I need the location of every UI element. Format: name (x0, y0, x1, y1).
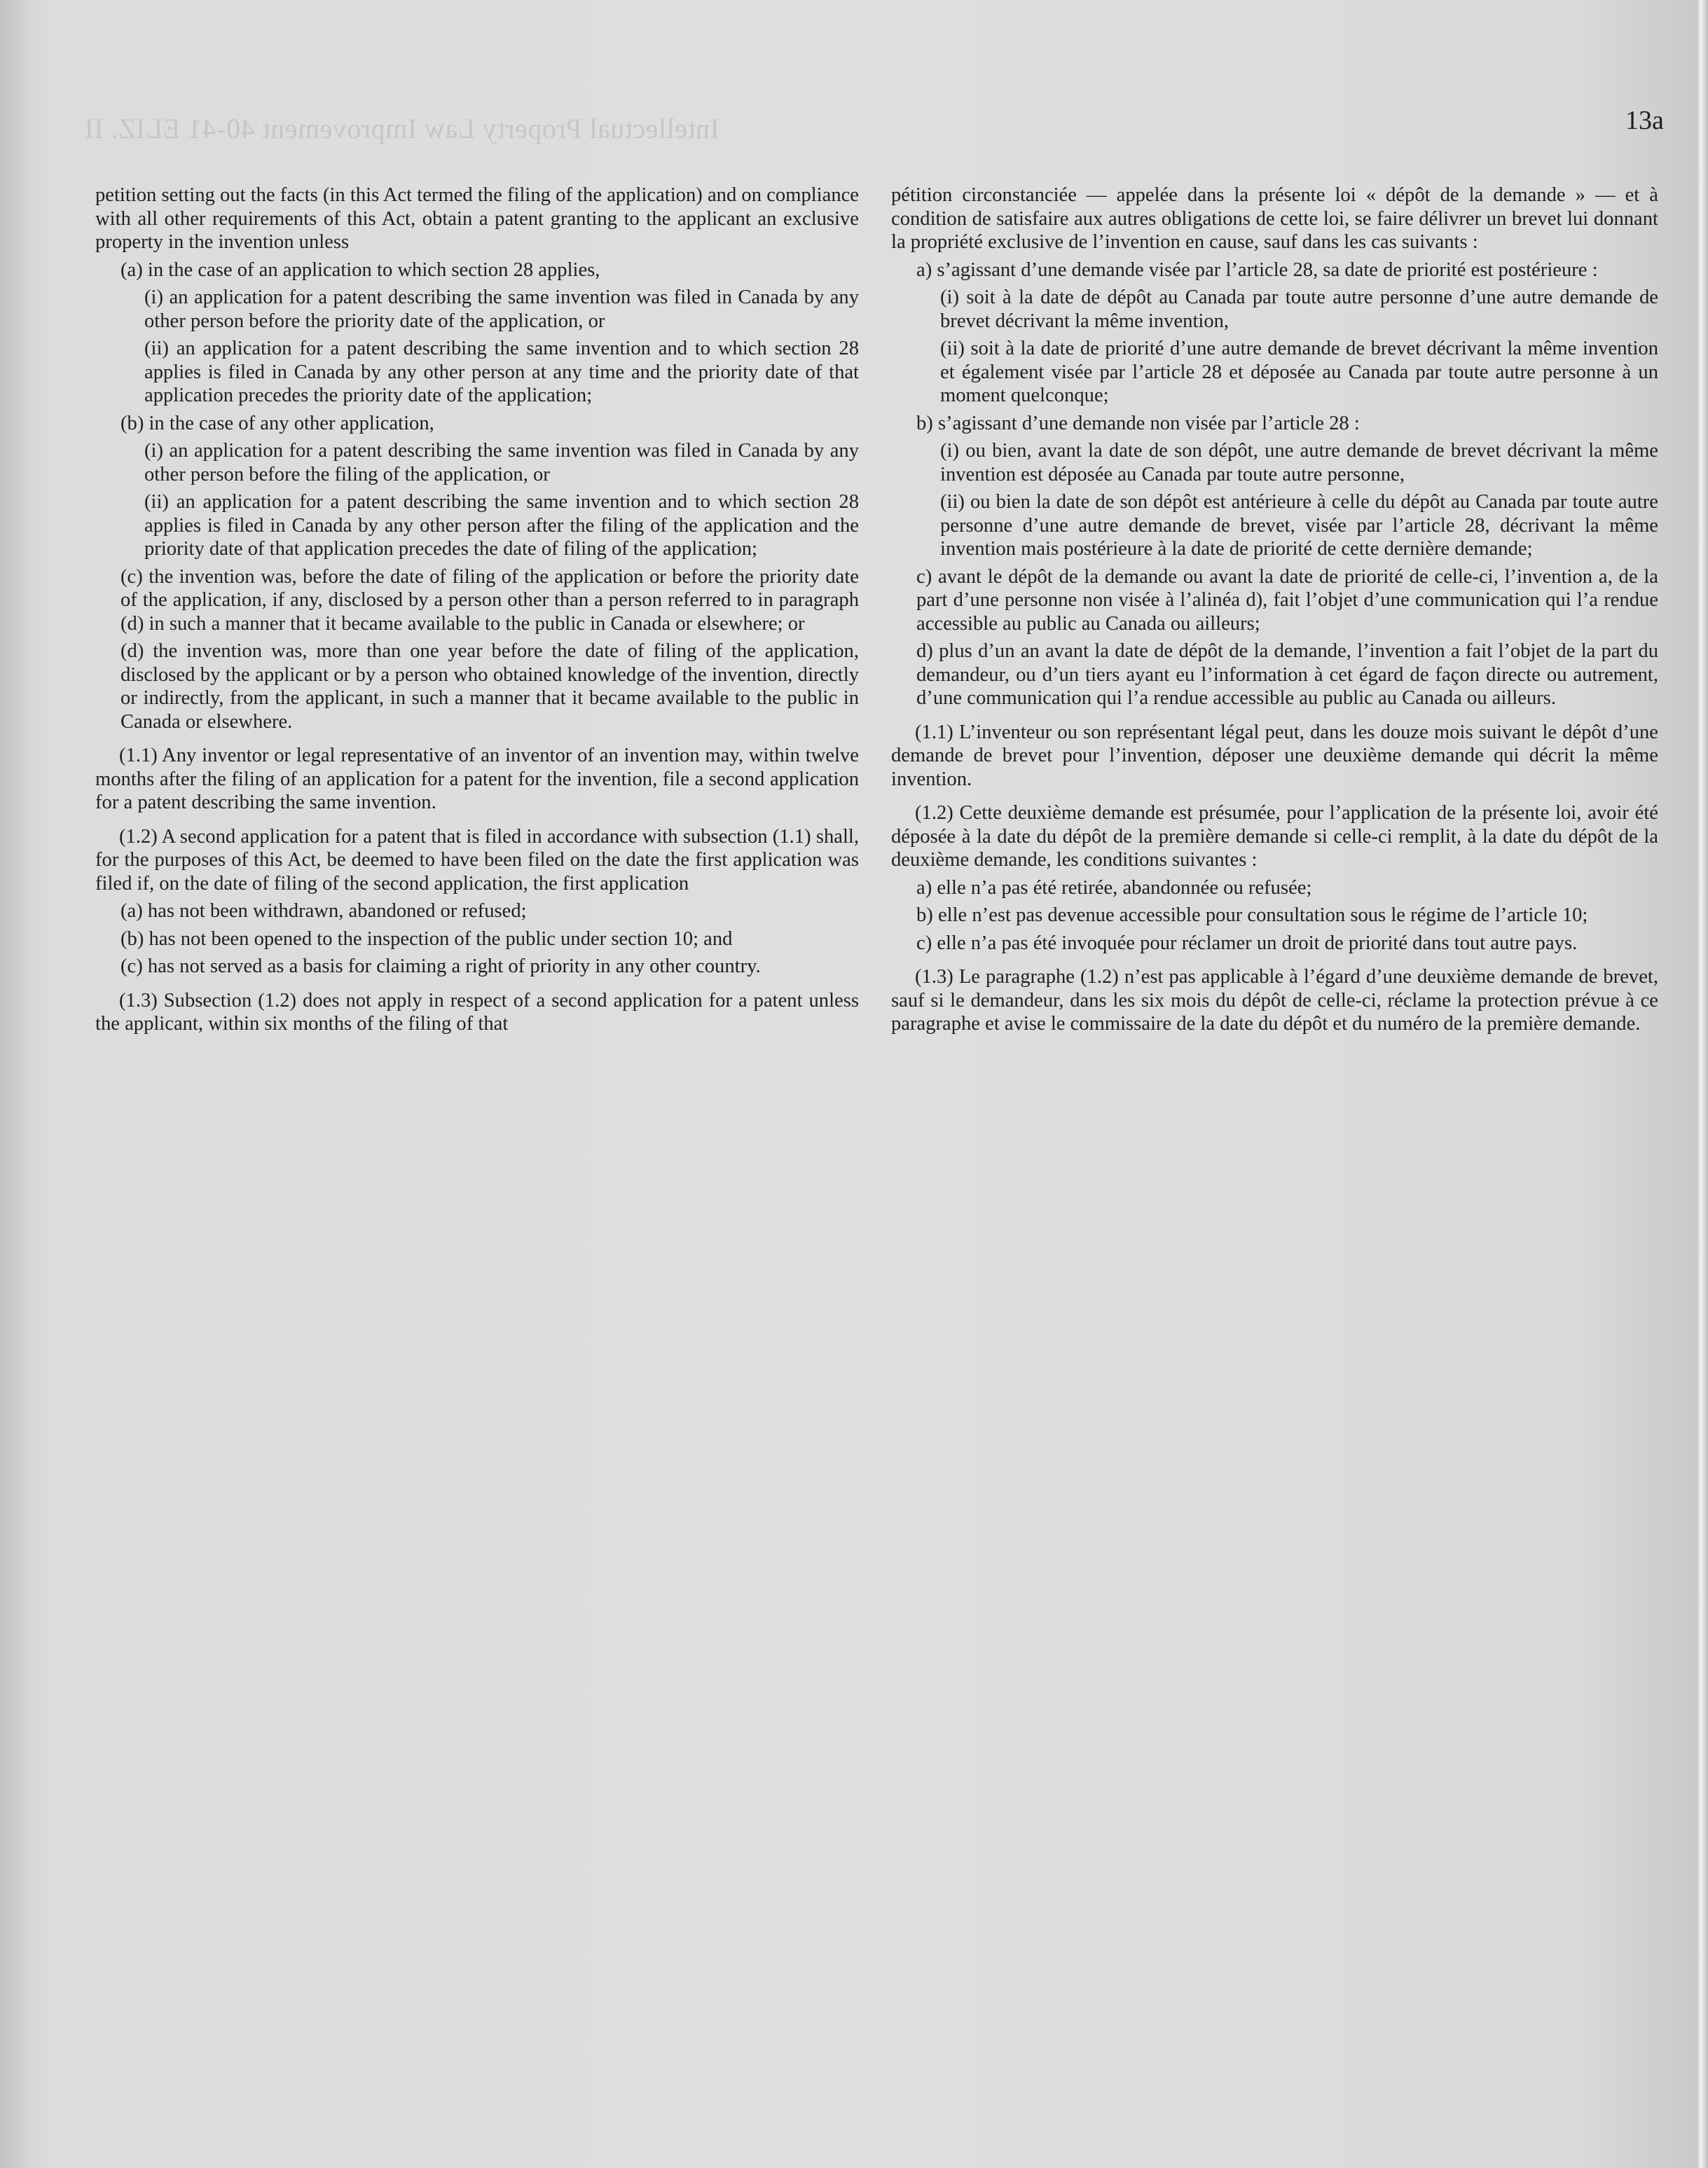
french-subsection-1-2-c: c) elle n’a pas été invoquée pour réclamer un droit de priorité dans tout autre pays. (916, 932, 1578, 954)
english-subparagraph-a-ii: (ii) an application for a patent describing the same invention and to which section 28 applies is filed in Canada by any other person at any time and the priority date of that application precedes the priority date of the application; (144, 338, 859, 406)
english-subparagraph-a-i: (i) an application for a patent describing the same invention was filed in Canada by any other person before the priority date of the application, or (144, 286, 859, 332)
english-subsection-1-2-b: (b) has not been opened to the inspection of the public under section 10; and (120, 927, 733, 950)
french-subsection-1-2-a: a) elle n’a pas été retirée, abandonnée ou refusée; (916, 876, 1312, 899)
french-paragraph-d: d) plus d’un an avant la date de dépôt de la demande, l’invention a fait l’objet de la part du demandeur, ou d’un tiers ayant eu l’information à cet égard de façon directe ou autrement, d’une communication qui l’a rendue accessible au public au Canada ou ailleurs. (916, 640, 1658, 709)
english-column (95, 184, 859, 1047)
french-paragraph-b: b) s’agissant d’une demande non visée par l’article 28 : (916, 412, 1360, 434)
french-column (891, 184, 1658, 1047)
french-subsection-1-2-b: b) elle n’est pas devenue accessible pour consultation sous le régime de l’article 10; (916, 904, 1588, 926)
english-subsection-1-3: (1.3) Subsection (1.2) does not apply in respect of a second application for a patent unless the applicant, within six months of the filing of that (95, 989, 859, 1035)
french-subsection-1-2: (1.2) Cette deuxième demande est présumée, pour l’application de la présente loi, avoir été déposée à la date du dépôt de la première demande si celle-ci remplit, à la date du dépôt de la deuxième demande, les conditions suivantes : (891, 802, 1658, 871)
english-subparagraph-b-i: (i) an application for a patent describing the same invention was filed in Canada by any other person before the filing of the application, or (144, 440, 859, 485)
page-edge (1695, 0, 1708, 2168)
english-subsection-1-2-a: (a) has not been withdrawn, abandoned or refused; (120, 900, 527, 922)
english-subsection-1-2-c: (c) has not served as a basis for claiming a right of priority in any other country. (120, 955, 761, 977)
page-number: 13a (1625, 106, 1664, 135)
binding-shadow (0, 0, 28, 2168)
english-intro: petition setting out the facts (in this Act termed the filing of the application) and on compliance with all other requirements of this Act, obtain a patent granting to the applicant an exclusive property in the invention unless (95, 184, 859, 253)
english-subparagraph-b-ii: (ii) an application for a patent describing the same invention and to which section 28 applies is filed in Canada by any other person after the filing of the application and the priority date of that application precedes the date of filing of the application; (144, 491, 859, 560)
french-subparagraph-a-ii: (ii) soit à la date de priorité d’une autre demande de brevet décrivant la même invention et également visée par l’article 28 et déposée au Canada par toute autre personne à un moment quelconque; (940, 338, 1658, 406)
french-subparagraph-b-i: (i) ou bien, avant la date de son dépôt, une autre demande de brevet décrivant la même invention est déposée au Canada par toute autre personne, (940, 440, 1658, 485)
english-subsection-1-1: (1.1) Any inventor or legal representative of an inventor of an invention may, within twelve months after the filing of an application for a patent for the invention, file a second application for a patent describing the same invention. (95, 745, 859, 813)
english-subsection-1-2: (1.2) A second application for a patent that is filed in accordance with subsection (1.1) shall, for the purposes of this Act, be deemed to have been filed on the date the first application was filed if, on the date of filing of the second application, the first application (95, 825, 859, 895)
french-paragraph-c: c) avant le dépôt de la demande ou avant la date de priorité de celle-ci, l’invention a, de la part d’une personne non visée à l’alinéa d), fait l’objet d’une communication qui l’a rendue accessible au public au Canada ou ailleurs; (916, 565, 1658, 635)
french-subsection-1-1: (1.1) L’inventeur ou son représentant légal peut, dans les douze mois suivant le dépôt d’une demande de brevet pour l’invention, déposer une deuxième demande qui décrit la même invention. (891, 721, 1658, 790)
english-paragraph-d: (d) the invention was, more than one year before the date of filing of the application, disclosed by the applicant or by a person who obtained knowledge of the invention, directly or indirectly, from the applicant, in such a manner that it became available to the public in Canada or elsewhere. (120, 640, 859, 733)
french-subparagraph-a-i: (i) soit à la date de dépôt au Canada par toute autre personne d’une autre demande de brevet décrivant la même invention, (940, 286, 1658, 332)
french-subsection-1-3: (1.3) Le paragraphe (1.2) n’est pas applicable à l’égard d’une deuxième demande de brevet, sauf si le demandeur, dans les six mois du dépôt de celle-ci, réclame la protection prévue à ce paragraphe et avise le commissaire de la date du dépôt et du numéro de la première demande. (891, 966, 1658, 1035)
english-paragraph-b: (b) in the case of any other application, (120, 412, 434, 434)
english-paragraph-c: (c) the invention was, before the date of filing of the application or before the priority date of the application, if any, disclosed by a person other than a person referred to in paragraph (d) in such a manner that it became available to the public in Canada or elsewhere; or (120, 565, 859, 635)
bleed-through-header: Intellectual Property Law Improvement 40-41 ELIZ. II (84, 113, 719, 144)
french-intro: pétition circonstanciée — appelée dans la présente loi « dépôt de la demande » — et à condition de satisfaire aux autres obligations de cette loi, se faire délivrer un brevet lui donnant la propriété exclusive de l’invention en cause, sauf dans les cas suivants : (891, 184, 1658, 253)
french-paragraph-a: a) s’agissant d’une demande visée par l’article 28, sa date de priorité est postérieure : (916, 258, 1598, 281)
french-subparagraph-b-ii: (ii) ou bien la date de son dépôt est antérieure à celle du dépôt au Canada par toute autre personne d’une autre demande de brevet, visée par l’article 28, décrivant la même invention mais postérieure à la date de priorité de cette dernière demande; (940, 491, 1658, 560)
english-paragraph-a: (a) in the case of an application to which section 28 applies, (120, 258, 600, 281)
